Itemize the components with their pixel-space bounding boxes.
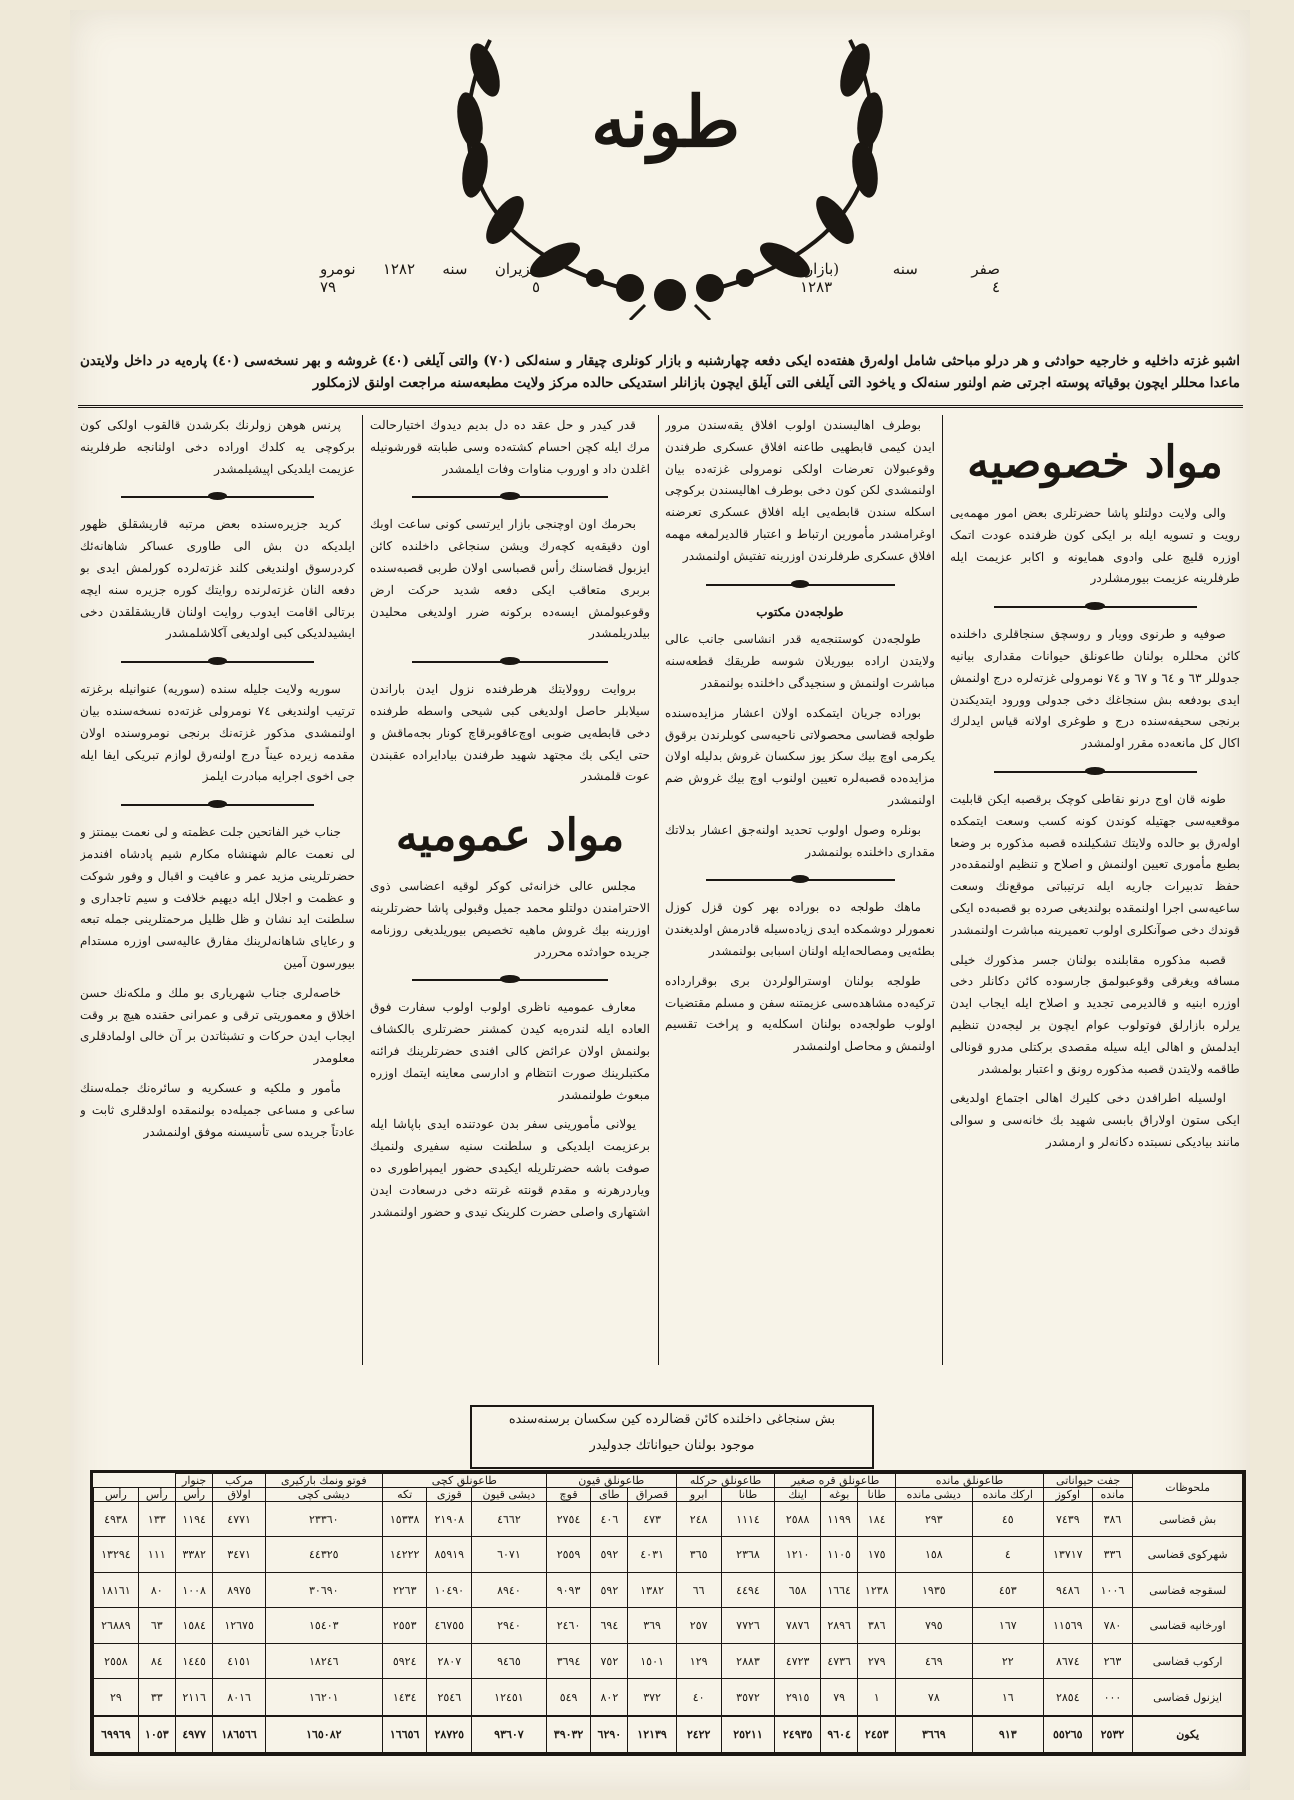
table-cell: ٢٨٨٣ (721, 1643, 775, 1678)
article-paragraph: طولجه بولنان اوسترالولردن بری بوقرارداده ترکیه‌ده مشاهده‌سی عزیمتنه سفن و مسلم مقتضیات اولوب طولجه‌ده بولنان اسکله‌یه و پراخت تقسیم اولنمش و محاصل اولنمشدر (665, 973, 935, 1054)
divider-ornament (412, 653, 608, 671)
table-row (94, 1643, 1243, 1678)
table-cell: ١٨٢٤٦ (265, 1643, 382, 1678)
column-subheader: اینك (775, 1488, 820, 1502)
issue-number: ٧٩ (320, 278, 337, 296)
table-cell: ١٤٤٥ (175, 1643, 213, 1678)
divider-ornament (121, 653, 314, 671)
column-subheader: طای (591, 1488, 628, 1502)
table-cell: ١٣٧١٧ (1043, 1537, 1092, 1572)
table-cell: ١٠٠٦ (1092, 1572, 1133, 1607)
table-cell: ١٢١٠ (775, 1537, 820, 1572)
table-cell: ٤٧٧١ (213, 1502, 265, 1537)
column-subheader: رأس (175, 1488, 213, 1502)
table-cell: ٣٩٠٣٢ (546, 1716, 591, 1753)
table-cell: ٢٤٨ (676, 1502, 721, 1537)
table-cell: ٤٤٩٤ (721, 1572, 775, 1607)
date-label: ١٢٨٢ (382, 260, 416, 278)
table-cell: ١٦ (972, 1679, 1043, 1716)
divider-ornament (412, 971, 608, 989)
table-cell: ٣٠٦٩٠ (265, 1572, 382, 1607)
table-cell: ٢٨٩٦ (820, 1608, 858, 1643)
table-cell: ٣٦٦٩ (896, 1716, 973, 1753)
article-paragraph: مأمور و ملکیه و عسکریه و سائره‌نك جمله‌سنك ساعی و مساعی جمیله‌ده بولنمقده اولدقلری ثابت و عادتاً جریده سی تأسیسنه موفق اولنمشدر (80, 1080, 355, 1139)
table-cell: ٣٤٧١ (213, 1537, 265, 1572)
table-cell: ٤٥٣ (972, 1572, 1043, 1607)
table-cell: ٢٥٧ (676, 1608, 721, 1643)
subscription-notice: اشبو غزته داخلیه و خارجیه حوادثی و هر درلو مباحثی شامل اوله‌رق هفته‌ده ایکی دفعه چهارشنبه و بازار کونلری چیقار و سنه‌لکی (٧٠) والتی آیلغی (٤٠) غروشه و بهر نسخه‌سی (٤٠) پاره‌یه در داخل ولایتدن ماعدا محللر ایچون بوقیاته پوسته اجرتی ضم اولنور سنه‌لک و یاخود التی آیلغی التی آیلق ایچون بازانلر استدیکی حالده مرکز ولایت مطبعه‌سنه مراجعت اولنق لازمکلور (80, 353, 1240, 391)
article-paragraph: والی ولایت دولتلو پاشا حضرتلری بعض امور مهمه‌یی رویت و تسویه ایله بر ایکی کون ظرفنده عودت اتمک اوزره قلیچ علی وادوی همایونه و اکابر عزیمت ایله طرفلرینه عزیمت بیورمشلردر (950, 506, 1240, 586)
table-cell: ٥٩٢٤ (382, 1643, 427, 1678)
table-cell: لسقوجه قضاسی (1133, 1572, 1243, 1607)
article-paragraph: جناب خیر الفاتحین جلت عظمته و لی نعمت بیمنتز و لی نعمت عالم شهنشاه مکارم شیم پادشاه افندمز حضرتلرینی مزید عمر و عافیت و اقبال و وفور شوکت و عظمت و اجلال ایله دیهیم خلافت و سیم تاجداری و سلطنت اید نشان و ظل ظلیل مرحمتلرینی جمله تبعه و رعایای شاهانه‌لرینك مفارق عالیه‌سی اوزره مستدام بیورسون آمین (80, 825, 355, 970)
table-cell: ١٣٢٩٤ (94, 1537, 139, 1572)
table-cell: ١٦٦٥٦ (382, 1716, 427, 1753)
table-cell: ١٠٥٣ (138, 1716, 175, 1753)
table-cell: ٢٥٣٢ (1092, 1716, 1133, 1753)
table-cell: ٤١٥١ (213, 1643, 265, 1678)
date-label: حزیران (494, 260, 540, 278)
table-cell: ٧٥٢ (591, 1643, 628, 1678)
table-cell: ١٦٢٠١ (265, 1679, 382, 1716)
table-cell: ٦٢٩٠ (591, 1716, 628, 1753)
column-rule (942, 415, 943, 1365)
table-cell: ٧٩٥ (896, 1608, 973, 1643)
date-value: ٤ (991, 278, 1000, 296)
table-cell: ٢٨٧٢٥ (427, 1716, 472, 1753)
table-cell: ٨٤ (138, 1643, 175, 1678)
divider-ornament (994, 763, 1197, 781)
table-cell: ١٢٤٥١ (472, 1679, 547, 1716)
table-cell: ٣٦٥ (676, 1537, 721, 1572)
article-paragraph: بروایت روولایتك هرطرفنده نزول ایدن باراندن سیلابلر حاصل اولدیغی کبی شیحی واسطه طرفنده دخی قابطه‌یی ضوبی اوچ‌عاقوبرقاچ کونار بجه‌ماقش و حتی ایکی بك مجتهد شهید طرفندن بیادایراده عقبندن عوت قلمشدر (370, 682, 650, 784)
table-cell: ٨٦٧٤ (1043, 1643, 1092, 1678)
column-rule (658, 415, 659, 1365)
article-paragraph: صوفیه و طرنوی وویار و روسچق سنجاقلری داخلنده کائن محللره بولنان طاعونلق حیوانات مقداری بیانیه جدوللر ٦٣ و ٦٤ و ٦٧ و ٧٤ نومرولی غزته‌لره درج اولنمش ایدی بودفعه بش سنجاغك دخی جدولی وورود ایتدیکندن برنجی سحیفه‌سنده درج و طوغری اولانه قیاس ایدلرك اكال كل مانعه‌ده مقرر اولمشدر (950, 627, 1240, 751)
table-cell: ٢٨٥٤ (1043, 1679, 1092, 1716)
table-cell: ٦٩٩٦٩ (94, 1716, 139, 1753)
column-subheader: بوغه (820, 1488, 858, 1502)
table-cell: ٢٣٣٦٠ (265, 1502, 382, 1537)
article-paragraph: ماهك طولجه ده بوراده بهر کون قزل کوزل نعمورلر دوشمکده ایدی زیاده‌سیله قادرمش اولدیغندن بطئه‌یی ومصالحه‌ایله اولنان اسبابی بولنمشدر (665, 900, 935, 958)
column-header: مرکب (213, 1474, 265, 1488)
table-cell: ١١٥٦٩ (1043, 1608, 1092, 1643)
table-cell: ١٣٨٢ (628, 1572, 676, 1607)
caption-line: بش سنجاغی داخلنده کائن قضالرده کین سکسان برسنه‌سنده (508, 1412, 836, 1427)
table-cell: ٢٩٤٠ (472, 1608, 547, 1643)
date-label: (بازار) (800, 260, 840, 278)
table-cell: ٢٧٥٤ (546, 1502, 591, 1537)
table-cell: ٣٣٦ (1092, 1537, 1133, 1572)
date-label: صفر (971, 260, 1000, 278)
table-cell: ١٥٣٣٨ (382, 1502, 427, 1537)
table-cell: ١٥٤٠٣ (265, 1608, 382, 1643)
table-caption (470, 1405, 874, 1469)
table-cell: ایزنول قضاسی (1133, 1679, 1243, 1716)
table-cell: ٢٢ (972, 1643, 1043, 1678)
table-cell: ٤٧٣ (628, 1502, 676, 1537)
table-cell: ٩١٣ (972, 1716, 1043, 1753)
table-cell: ٤ (972, 1537, 1043, 1572)
newspaper-title: طونه (591, 80, 740, 163)
table-cell: شهرکوی قضاسی (1133, 1537, 1243, 1572)
table-cell: ٥٤٩ (546, 1679, 591, 1716)
column-4 (80, 415, 355, 1365)
date-value: ١٢٨٣ (800, 278, 833, 296)
table-cell: ٢٥٥٣ (382, 1608, 427, 1643)
column-subheader: مانده (1092, 1488, 1133, 1502)
column-1 (950, 415, 1240, 1365)
table-cell: ٧٤٣٩ (1043, 1502, 1092, 1537)
table-cell: ٣٦٩٤ (546, 1643, 591, 1678)
column-subheader: قوچ (546, 1488, 591, 1502)
table-cell: ٩٤٦٥ (472, 1643, 547, 1678)
article-paragraph: طونه قان اوج درنو نقاطی کوچک برقصبه ایکن قابلیت موقعیه‌سی جهتیله کوندن کونه کسب وسعت ایتمکده اوله‌رق بو حالده ولایتك تشکیلنده قصبه مذکوره بر وضعا بطبع مأموری تعیین اولنمش و اصلاح و تنظیم اولنمقده‌در حفظ تدبیرات جاریه ایله ترتیباتی موقع‌نك وسعت ساعیه‌سی اجرا اولنمقده بولندیغی صرده بو قصبه‌ده ایکی قوندك دخی صوآنکلری اولوب تعمیرینه مباشرت اولنمشدر (950, 791, 1240, 937)
total-row (94, 1716, 1243, 1753)
header-rule (78, 405, 1243, 408)
table-cell: ٣٨٦ (858, 1608, 896, 1643)
masthead (70, 10, 1250, 340)
table-cell: ٣٥٧٢ (721, 1679, 775, 1716)
article-paragraph: خاصه‌لری جناب شهریاری بو ملك و ملکه‌نك حسن اخلاق و معموریتی ترقی و عمرانی حقنده هیچ بر وقت ایجاب ایدن حرکات و تشبثاتدن بر آن خالی اولمادقلری معلومدر (80, 985, 355, 1066)
divider-ornament (121, 488, 314, 506)
table-cell: ٤٦٩ (896, 1643, 973, 1678)
section-heading: مواد عمومیه (395, 810, 625, 862)
article-paragraph: یولانی مأمورینی سفر بدن عودتنده ایدی باپاشا ایله برعزیمت ایلدیکی و سلطنت سنیه سفیری ولنمیك صوفت باشه حضرتلریله ایکیدی حضور ایمپراطوری ده ویاردرهرنه و مقدم قونته غرنته دخی درسعادت ایدن اشتهاری واصلی حضرت کلرینک نیدی و حضور اولنمشدر (370, 1117, 650, 1219)
column-subheader: دیشی کچی (265, 1488, 382, 1502)
table-cell: ٩٠٩٣ (546, 1572, 591, 1607)
table-cell: ٤٠ (676, 1679, 721, 1716)
table-cell: ٦٥٨ (775, 1572, 820, 1607)
column-subheader: دیشی مانده (896, 1488, 973, 1502)
table-cell: ٤٥ (972, 1502, 1043, 1537)
column-subheader: اوکوز (1043, 1488, 1092, 1502)
table-cell: ١٦٧ (972, 1608, 1043, 1643)
table-cell: ٧٩ (820, 1679, 858, 1716)
table-cell: ٤٧٢٣ (775, 1643, 820, 1678)
table-cell: ٨٠١٦ (213, 1679, 265, 1716)
table-cell: ١٠٤٩٠ (427, 1572, 472, 1607)
divider-ornament (994, 598, 1197, 616)
table-cell: ٧٨٧٦ (775, 1608, 820, 1643)
column-header: طاعونلق حرکله (676, 1474, 775, 1488)
table-cell: ٩٣٦٠٧ (472, 1716, 547, 1753)
table-cell: ٢١١٦ (175, 1679, 213, 1716)
table-cell: ٤٦٦٢ (472, 1502, 547, 1537)
table-cell: ٨٩٧٥ (213, 1572, 265, 1607)
table-cell: ٠٠٠ (1092, 1679, 1133, 1716)
article-paragraph: مجلس عالی خزانه‌ئی کوکر لوقیه اعضاسی ذوی الاحترامندن دولتلو محمد جمیل وقبولی پاشا حضرتلرینه اوزرینه بیك غروش ماهیه تخصیص بیوریلدیغی روزنامه جریده حوادثده محرردر (370, 879, 650, 959)
column-header: ملحوظات (1133, 1474, 1243, 1502)
livestock-table (90, 1470, 1246, 1756)
table-cell: ١١١ (138, 1537, 175, 1572)
column-subheader: ارکك مانده (972, 1488, 1043, 1502)
table-cell: ٣٣ (138, 1679, 175, 1716)
table-cell: ٤٩٣٨ (94, 1502, 139, 1537)
table-cell: ٥٩٢ (591, 1572, 628, 1607)
table-cell: ٤٠٦ (591, 1502, 628, 1537)
table-cell: ٢٩١٥ (775, 1679, 820, 1716)
table-cell: ١٦٦٤ (820, 1572, 858, 1607)
newspaper-page (70, 10, 1250, 1790)
date-block-rumi (320, 260, 540, 296)
divider-ornament (412, 488, 608, 506)
table-cell: ١١١٤ (721, 1502, 775, 1537)
table-cell: ٧٨٠ (1092, 1608, 1133, 1643)
column-header: جفت حیواناتی (1043, 1474, 1132, 1488)
group-header-row (94, 1474, 1243, 1488)
table-cell: ٣٣٨٢ (175, 1537, 213, 1572)
table-cell: ٦٩٤ (591, 1608, 628, 1643)
date-label: سنه (892, 260, 918, 278)
column-subheader: دیشی قیون (472, 1488, 547, 1502)
article-paragraph: قصبه مذکوره مقابلنده بولنان جسر مذکورك خیلی مسافه ویغرقی وقوعبولمق جارسوده کائن دکانلر دخی اوزره ابنیه و قالدیرمی تجدید و اصلاح ایله ایجاب ایدن یرلره بازارلق فوتولوب عوام ایچون بر لیجه‌دن تنظیم ایدلمش و اهالی ایله سیله مقصدی برکتلی مدرو قونالی طاقمه ولایتدن قصبه مذکوره رونق و اعتبار بولمشدر (950, 952, 1240, 1076)
column-subheader: قوزی (427, 1488, 472, 1502)
table-cell: ٨٥٩١٩ (427, 1537, 472, 1572)
table-cell: ٢٩٣ (896, 1502, 973, 1537)
article-paragraph: کرید جزیره‌سنده بعض مرتبه قاریشقلق ظهور ایلدیکه دن بش الی طاوری عساکر شاهانه‌ئك کردرسوق اولندیغی کلند غزته‌لرده کورلمش ایدی بو دفعه النان غزته‌لرنده روایتك کوره جزیره سنه ایچه برتالی اقامت ایدوب روایت اولنان قاریشقلقدن دخی ایشیدلدیکی کبی اولدیغی آکلاشلمشدر (80, 517, 355, 641)
column-2 (665, 415, 935, 1365)
article-paragraph: بونلره وصول اولوب تحدید اولنه‌جق اعشار بدلاتك مقداری داخلنده بولنمشدر (665, 822, 935, 859)
table-cell: ١١٩٩ (820, 1502, 858, 1537)
table-row (94, 1537, 1243, 1572)
table-cell: ٢٥٥٩ (546, 1537, 591, 1572)
table-cell: ٢١٩٠٨ (427, 1502, 472, 1537)
date-value: ٥ (531, 278, 540, 296)
table-cell: ١٢١٣٩ (628, 1716, 676, 1753)
article-paragraph: بحرمك اون اوچنجی بازار ایرتسی کونی ساعت اوبك اون دقیقه‌یه کچه‌رك ویشن سنجاغی داخلنده کائن ایزبول قضاسنك رأس قصباسی اولان طربی قصبه‌سنده بربری متعاقب ایکی دفعه شدید حرکت ارض وقوعبولمش ایسه‌ده برکونه ضرر اولدیغی محلیدن بیلدریلمشدر (370, 517, 650, 641)
date-label: سنه (442, 260, 468, 278)
date-block-hijri (800, 260, 1000, 296)
table-cell: ١٨٤ (858, 1502, 896, 1537)
table-cell: ٢٤٩٣٥ (775, 1716, 820, 1753)
table-cell: ٤٤٣٢٥ (265, 1537, 382, 1572)
table-row (94, 1572, 1243, 1607)
column-header: جنوار (175, 1474, 213, 1488)
table-cell: ٢٧٩ (858, 1643, 896, 1678)
table-cell: ١١٠٥ (820, 1537, 858, 1572)
table-cell: ١١٩٤ (175, 1502, 213, 1537)
table-cell: ٩٤٨٦ (1043, 1572, 1092, 1607)
column-subheader: قصراق (628, 1488, 676, 1502)
column-subheader: رأس (138, 1488, 175, 1502)
table-cell: ٥٩٢ (591, 1537, 628, 1572)
table-cell: ٢٤٥٣ (858, 1716, 896, 1753)
column-header: طاعونلق قره صغیر (775, 1474, 896, 1488)
table-cell: ٧٧٢٦ (721, 1608, 775, 1643)
data-table (93, 1473, 1243, 1753)
table-cell: ٢٥٨٨ (775, 1502, 820, 1537)
table-cell: ١ (858, 1679, 896, 1716)
column-header: طاعونلق کچی (382, 1474, 546, 1488)
table-cell: ٢٥٢١١ (721, 1716, 775, 1753)
table-row (94, 1608, 1243, 1643)
table-cell: ١٥٨٤ (175, 1608, 213, 1643)
article-paragraph: اولسیله اطرافدن دخی کلیرك اهالی اجتماع اولدیغی ایکی ستون اولاراق بابسی شهید بك خانه‌سی و سوالی مانند بیادیکی نسبتده دکانه‌لر و ارمشدر (950, 1091, 1240, 1149)
table-cell: بش قضاسی (1133, 1502, 1243, 1537)
table-cell: ٨٩٤٠ (472, 1572, 547, 1607)
table-cell: ١٢٩ (676, 1643, 721, 1678)
article-paragraph: بوطرف اهالیسندن اولوب افلاق یقه‌سندن مرور ایدن کیمی قابطهیی طاعنه افلاق عسکری طرفندن وقوعبولان تعرضات اولکی نومرولی غزته‌ده بیان اولنمشدی لکن کون دخی بوطرف اهالیسندن برکوچی اسکله سندن قابطه‌یی ایله افلاق عسکری تعرضنه اوغرامشدر مأمورین ارتباط و اعتبار قالدیرلمغه مهمه افلاق عسکری طرفلرندن اوزرینه تفتیش اولنمشدر (665, 418, 935, 563)
table-cell: ١٨١٦١ (94, 1572, 139, 1607)
table-row (94, 1679, 1243, 1716)
article-paragraph: پرنس هوهن زولرنك بکرشدن قالقوب اولکی کون برکوچی یه کلدك اوراده دخی اولنانجه طرفلرینه عزیمت ایلدیکی اپیشیلمشدر (80, 418, 355, 476)
table-cell: ٤٠٣١ (628, 1537, 676, 1572)
column-3 (370, 415, 650, 1365)
table-cell: ٢٨٠٧ (427, 1643, 472, 1678)
table-cell: ٤٩٧٧ (175, 1716, 213, 1753)
table-cell: ١٢٦٧٥ (213, 1608, 265, 1643)
table-cell: ٧٨ (896, 1679, 973, 1716)
table-cell: ٣٦٩ (628, 1608, 676, 1643)
article-paragraph: قدر کیدر و حل عقد ده دل بدیم دیدوك اختیارحالت مرك ایله کچن احسام کشته‌ده وسی طبابته قورشونیله اغلدن داد و اوروب مناوات وفات ایلمشدر (370, 418, 650, 476)
table-cell: ٨٠ (138, 1572, 175, 1607)
table-cell: ١٧٥ (858, 1537, 896, 1572)
article-paragraph: بوراده جریان ایتمکده اولان اعشار مزایده‌سنده طولجه قضاسی محصولاتی ناحیه‌سی کوبلرندن برقوق یکرمی اوچ بیك سکز یوز سکسان غروش بدلیله اولان مزایده‌ده قصبه‌لره تعیین اولنوب اوچ بیك غروش ضم اولنمشدر (665, 705, 935, 807)
divider-ornament (706, 871, 895, 889)
column-subheader: تکه (382, 1488, 427, 1502)
total-label: يكون (1133, 1716, 1243, 1753)
column-header: طاعونلق مانده (896, 1474, 1044, 1488)
table-cell: ٦٦ (676, 1572, 721, 1607)
column-header: طاعونلق قیون (546, 1474, 676, 1488)
section-heading: مواد خصوصیه (967, 437, 1223, 488)
divider-ornament (121, 796, 314, 814)
article-paragraph: سوریه ولایت جلیله سنده (سوریه) عنوانیله برغزته ترتیب اولندیغی ٧٤ نومرولی غزته‌ده نسخه‌سنده بیان اولنمشدی مذکور غزته‌نك برنجی نومروسنده اولان مقدمه زیرده عیناً درج اولنه‌رق لوازم تبریکی ایفا ایله جی اخوی اجرایه مبادرت ایلمز (80, 682, 355, 784)
table-cell: ٣٨٦ (1092, 1502, 1133, 1537)
table-cell: ١٢٣٨ (858, 1572, 896, 1607)
article-paragraph: طولجه‌دن کوستنجه‌یه قدر انشاسی جانب عالی ولایتدن اراده بیوریلان شوسه طریقك قطعه‌سنه مباشرت اولنمش و سنجیدگی داخلنده بولنمقدر (665, 632, 935, 690)
table-cell: ٦٠٧١ (472, 1537, 547, 1572)
table-cell: ٤٧٣٦ (820, 1643, 858, 1678)
table-cell: ارکوب قضاسی (1133, 1643, 1243, 1678)
sub-header-row (94, 1488, 1243, 1502)
caption-line: موجود بولنان حیواناتك جدولیدر (589, 1438, 755, 1453)
table-cell: ٦٣ (138, 1608, 175, 1643)
table-cell: ٢٢٦٣ (382, 1572, 427, 1607)
table-cell: ٢٤٦٠ (546, 1608, 591, 1643)
column-header: فوتو ونمك بارکیری (265, 1474, 382, 1488)
section-subheading: طولجه‌دن مکتوب (756, 604, 844, 619)
table-cell: ٢٣٦٨ (721, 1537, 775, 1572)
column-subheader: رأس (94, 1488, 139, 1502)
issue-label: نومرو (320, 260, 356, 278)
table-cell: ١٣٣ (138, 1502, 175, 1537)
table-cell: ٢٩ (94, 1679, 139, 1716)
table-cell: ١٦٥٠٨٢ (265, 1716, 382, 1753)
table-cell: ١٠٠٨ (175, 1572, 213, 1607)
table-cell: ١٤٣٤ (382, 1679, 427, 1716)
table-cell: ١٨٦٥٦٦ (213, 1716, 265, 1753)
table-cell: ١٥٨ (896, 1537, 973, 1572)
column-subheader: اولاق (213, 1488, 265, 1502)
table-cell: ٢٥٤٦ (427, 1679, 472, 1716)
table-cell: ١٩٣٥ (896, 1572, 973, 1607)
table-cell: ٢٦٨٨٩ (94, 1608, 139, 1643)
table-cell: ٢٦٣ (1092, 1643, 1133, 1678)
table-row (94, 1502, 1243, 1537)
table-cell: ١٥٠١ (628, 1643, 676, 1678)
table-cell: ٢٥٥٨ (94, 1643, 139, 1678)
table-cell: ٢٤٢٢ (676, 1716, 721, 1753)
column-subheader: ابرو (676, 1488, 721, 1502)
table-cell: ٥٥٢٦٥ (1043, 1716, 1092, 1753)
column-subheader: طانا (721, 1488, 775, 1502)
table-cell: ٨٠٢ (591, 1679, 628, 1716)
column-rule (362, 415, 363, 1365)
table-cell: ١٤٢٢٢ (382, 1537, 427, 1572)
table-cell: ٤٦٧٥٥ (427, 1608, 472, 1643)
article-paragraph: معارف عمومیه ناظری اولوب اولوب سفارت فوق العاده ایله لندره‌یه کیدن کمشنر حضرتلری بالکشاف بولنمش اولان عرائض کالی افندی حضرتلرینك فرائنه مکتبلرینك صورت انتظام و ادارسی معاینه ایتمك اوزره مبعوث طولنمشدر (370, 1000, 650, 1102)
column-subheader: طانا (858, 1488, 896, 1502)
table-cell: اورخانیه قضاسی (1133, 1608, 1243, 1643)
table-cell: ٣٧٢ (628, 1679, 676, 1716)
divider-ornament (706, 576, 895, 594)
table-cell: ٩٦٠٤ (820, 1716, 858, 1753)
